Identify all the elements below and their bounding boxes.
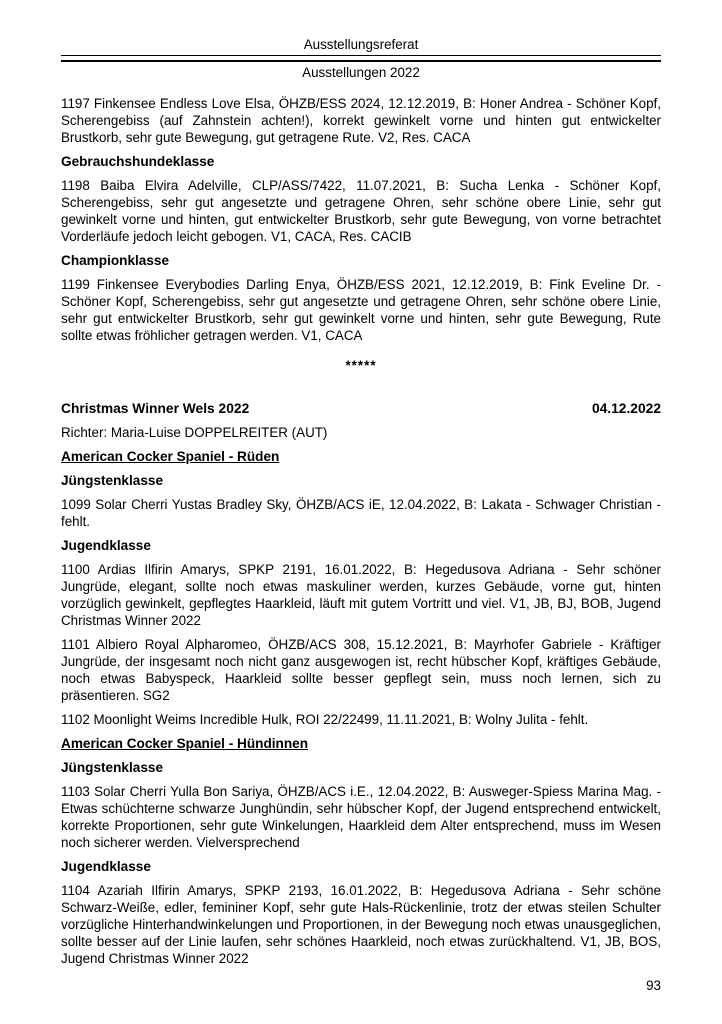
judge-line: Richter: Maria-Luise DOPPELREITER (AUT) bbox=[61, 425, 328, 440]
event-date: 04.12.2022 bbox=[591, 401, 661, 416]
class-heading-gebrauchshundeklasse: Gebrauchshundeklasse bbox=[61, 154, 215, 169]
header-subtitle: Ausstellungen 2022 bbox=[302, 65, 420, 80]
entry-1197: 1197 Finkensee Endless Love Elsa, ÖHZB/ESS 2024, 12.12.2019, B: Honer Andrea - Schöner Kopf, Scherengebiss (auf Zahnstein achten!), korrekt gewinkelt vorne und hinten gut entwickelter Brustkorb, sehr gute Bewegung, gut getragene Rute. V2, Res. CACA bbox=[61, 96, 661, 145]
class-heading-juengstenklasse-huendinnen: Jüngstenklasse bbox=[61, 760, 163, 775]
section-separator-stars: ***** bbox=[345, 358, 377, 373]
entry-1101: 1101 Albiero Royal Alpharomeo, ÖHZB/ACS 308, 15.12.2021, B: Mayrhofer Gabriele - Kräftiger Jungrüde, der insgesamt noch nicht ganz ausgewogen ist, recht hübscher Kopf, kräftiges Gebäude, noch etwas Babyspeck, Haarkleid sollte besser gepflegt sein, muss noch lernen, sich zu präsentieren. SG2 bbox=[61, 637, 661, 703]
class-heading-jugendklasse-rueden: Jugendklasse bbox=[61, 538, 151, 553]
breed-heading-acs-rueden: American Cocker Spaniel - Rüden bbox=[61, 449, 280, 464]
class-heading-championklasse: Championklasse bbox=[61, 253, 170, 268]
header-rule bbox=[61, 56, 661, 62]
entry-1103: 1103 Solar Cherri Yulla Bon Sariya, ÖHZB/ACS i.E., 12.04.2022, B: Ausweger-Spiess Marina Mag. - Etwas schüchterne schwarze Junghündin, sehr hübscher Kopf, der Jugend entsprechend entwickelt, korrekte Proportionen, sehr gute Winkelungen, Haarkleid dem Alter entsprechend, muss im Wesen noch sicherer werden. Vielversprechend bbox=[61, 784, 661, 850]
entry-1102: 1102 Moonlight Weims Incredible Hulk, ROI 22/22499, 11.11.2021, B: Wolny Julita - fehlt. bbox=[61, 712, 589, 727]
page-header bbox=[61, 36, 661, 81]
class-heading-jugendklasse-huendinnen: Jugendklasse bbox=[61, 859, 151, 874]
entry-1199: 1199 Finkensee Everybodies Darling Enya, ÖHZB/ESS 2021, 12.12.2019, B: Fink Eveline Dr. - Schöner Kopf, Scherengebiss, sehr gut angesetzte und getragene Ohren, sehr schöne obere Linie, sehr gut entwickelter Brustkorb, sehr gut gewinkelt vorne und hinten, sehr gute Bewegung, Rute sollte etwas fröhlicher getragen werden. V1, CACA bbox=[61, 277, 661, 343]
entry-1198: 1198 Baiba Elvira Adelville, CLP/ASS/7422, 11.07.2021, B: Sucha Lenka - Schöner Kopf, Scherengebiss, sehr gut angesetzte und getragene Ohren, sehr schöne obere Linie, sehr gut gewinkelt vorne und hinten, gut entwickelter Brustkorb, sehr gute Bewegung, von vorne betrachtet Vorderläufe jedoch leicht gebogen. V1, CACA, Res. CACIB bbox=[61, 178, 661, 244]
event-title-row bbox=[61, 400, 661, 417]
entry-1099: 1099 Solar Cherri Yustas Bradley Sky, ÖHZB/ACS iE, 12.04.2022, B: Lakata - Schwager Christian - fehlt. bbox=[61, 497, 661, 529]
entry-1100: 1100 Ardias Ilfirin Amarys, SPKP 2191, 16.01.2022, B: Hegedusova Adriana - Sehr schöner Jungrüde, elegant, sollte noch etwas maskuliner werden, kurzes Gebäude, vorne gut, hinten vorzüglich gewinkelt, gepflegtes Haarkleid, läuft mit gutem Vortritt und viel. V1, JB, BJ, BOB, Jugend Christmas Winner 2022 bbox=[61, 562, 661, 628]
entry-1104: 1104 Azariah Ilfirin Amarys, SPKP 2193, 16.01.2022, B: Hegedusova Adriana - Sehr schöne Schwarz-Weiße, edler, femininer Kopf, sehr gute Hals-Rückenlinie, trotz der etwas steilen Schulter vorzügliche Hinterhandwinkelungen und Proportionen, in der Bewegung noch etwas unausgeglichen, sollte besser auf der Linie laufen, sehr schönes Haarkleid, noch etwas zurückhaltend. V1, JB, BOS, Jugend Christmas Winner 2022 bbox=[61, 883, 661, 966]
event-title: Christmas Winner Wels 2022 bbox=[61, 401, 250, 416]
class-heading-juengstenklasse-rueden: Jüngstenklasse bbox=[61, 473, 163, 488]
page-body bbox=[61, 95, 661, 967]
page-number: 93 bbox=[646, 978, 661, 993]
header-title: Ausstellungsreferat bbox=[61, 36, 661, 56]
breed-heading-acs-huendinnen: American Cocker Spaniel - Hündinnen bbox=[61, 736, 309, 751]
